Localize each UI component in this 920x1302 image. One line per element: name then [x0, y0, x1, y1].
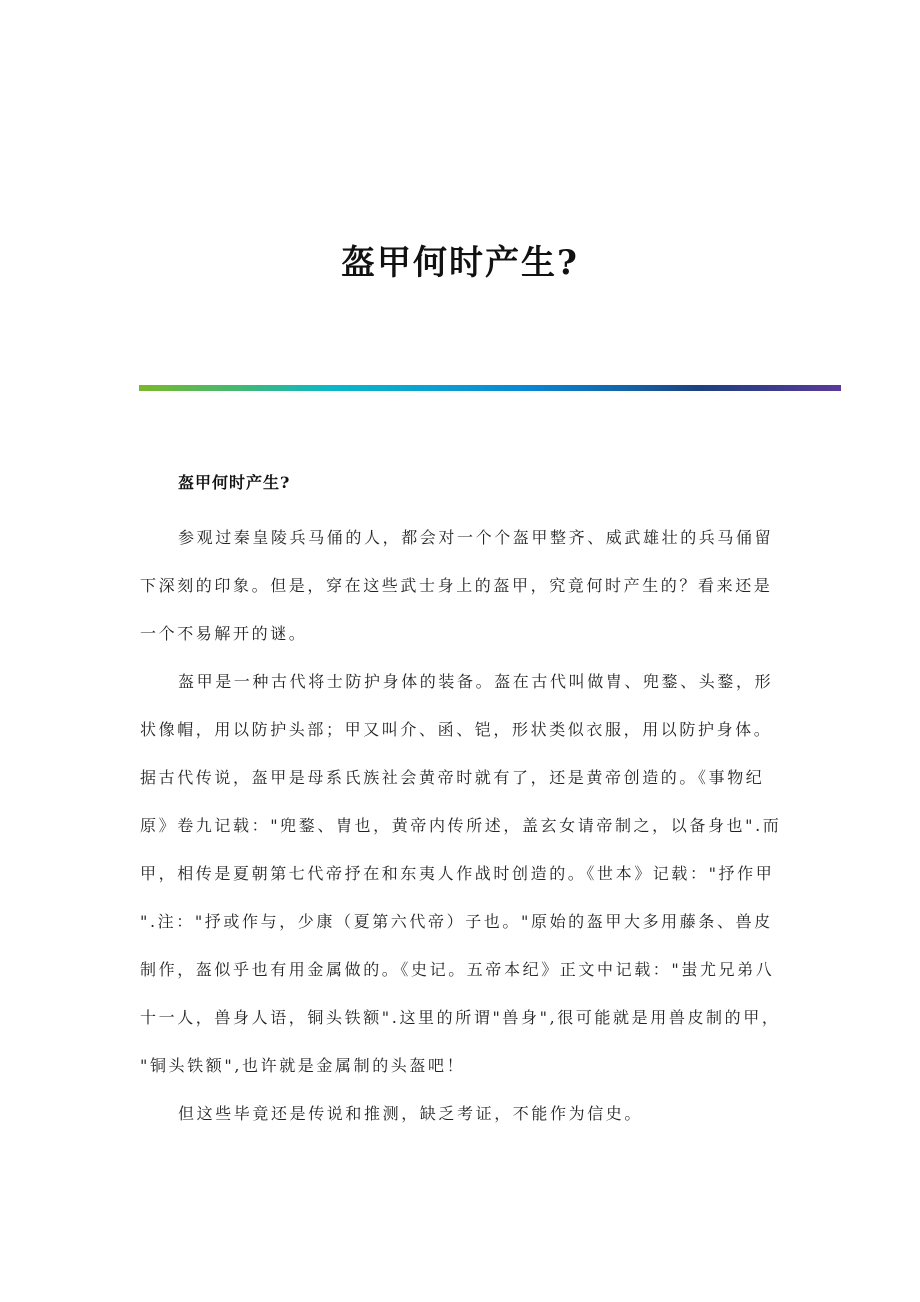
paragraph-line: 参观过秦皇陵兵马俑的人，都会对一个个盔甲整齐、威武雄壮的兵马俑留: [178, 528, 774, 547]
paragraph-intro: [140, 514, 780, 658]
paragraph-line: 原》卷九记载："兜鍪、胄也，黄帝内传所述，盖玄女请帝制之，以备身也".而: [140, 816, 782, 835]
paragraph-line: "铜头铁额",也许就是金属制的头盔吧！: [140, 1056, 466, 1075]
paragraph-line: 一个不易解开的谜。: [140, 624, 308, 643]
gradient-divider: [139, 385, 841, 391]
paragraph-definition: [140, 658, 780, 1090]
section-heading: 盔甲何时产生?: [178, 473, 291, 492]
page-title: 盔甲何时产生?: [341, 242, 579, 283]
paragraph-line: 状像帽，用以防护头部；甲又叫介、函、铠，形状类似衣服，用以防护身体。: [140, 720, 773, 739]
paragraph-line: 但这些毕竟还是传说和推测，缺乏考证，不能作为信史。: [178, 1104, 644, 1123]
paragraph-line: 十一人，兽身人语，铜头铁额".这里的所谓"兽身",很可能就是用兽皮制的甲，: [140, 1008, 781, 1027]
paragraph-conclusion: [140, 1090, 780, 1138]
paragraph-line: 制作，盔似乎也有用金属做的。《史记。五帝本纪》正文中记载："蚩尤兄弟八: [140, 960, 775, 979]
paragraph-line: 下深刻的印象。但是，穿在这些武士身上的盔甲，究竟何时产生的？看来还是: [140, 576, 773, 595]
paragraph-line: 据古代传说，盔甲是母系氏族社会黄帝时就有了，还是黄帝创造的。《事物纪: [140, 768, 765, 787]
paragraph-line: 甲，相传是夏朝第七代帝抒在和东夷人作战时创造的。《世本》记载："抒作甲: [140, 864, 775, 883]
paragraph-line: 盔甲是一种古代将士防护身体的装备。盔在古代叫做胄、兜鍪、头鍪，形: [178, 672, 774, 691]
article-body: [140, 466, 780, 1138]
paragraph-line: ".注："抒或作与，少康（夏第六代帝）子也。"原始的盔甲大多用藤条、兽皮: [140, 912, 773, 931]
